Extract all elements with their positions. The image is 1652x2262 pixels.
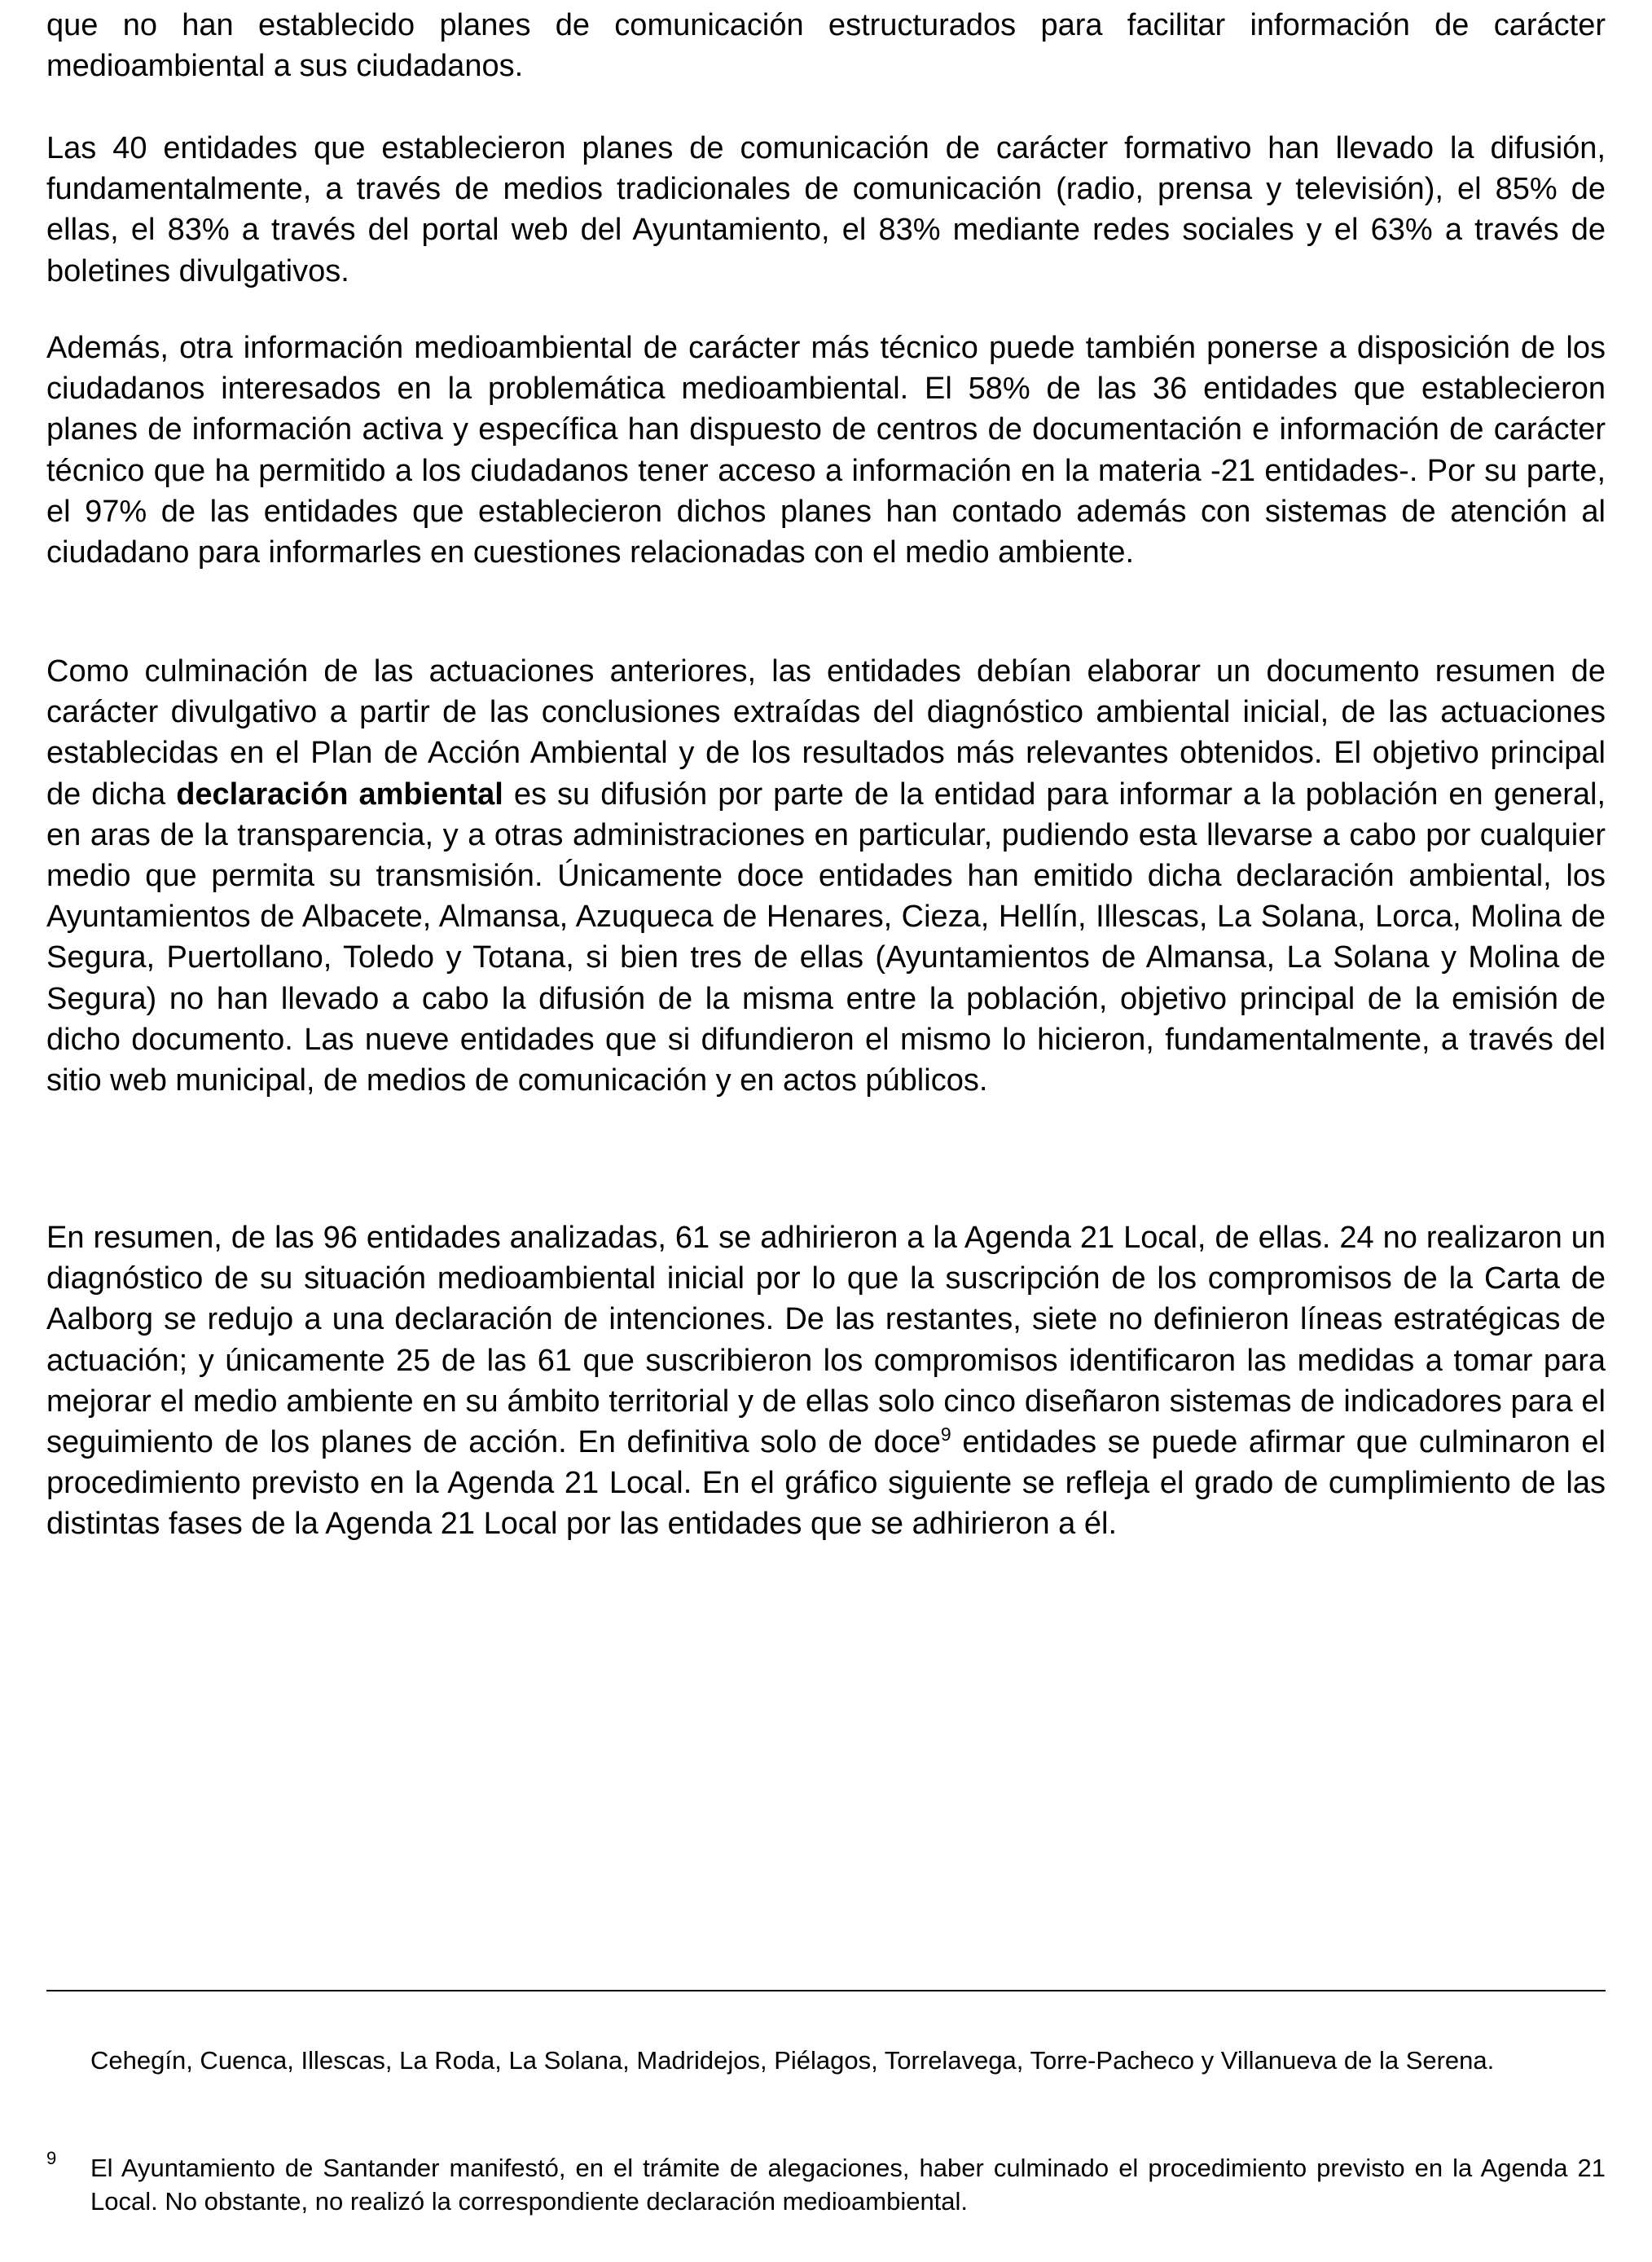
- paragraph-text-after: entidades se puede afirmar que culminaron el procedimiento previsto en la Agenda 21 Local. En el gráfico siguiente se refleja el grado de cumplimiento de las distintas fases de la Agenda 21 Local por las entidades que se adhirieron a él.: [46, 1425, 1606, 1542]
- paragraph-text-before: Como culminación de las actuaciones anteriores, las entidades debían elaborar un documento resumen de carácter divulgativo a partir de las conclusiones extraídas del diagnóstico ambiental inicial, de las actuaciones establecidas en el Plan de Acción Ambiental y de los resultados más relevantes obtenidos. El objetivo principal de dicha: [46, 654, 1606, 812]
- paragraph-text-before: En resumen, de las 96 entidades analizadas, 61 se adhirieron a la Agenda 21 Local, de ellas. 24 no realizaron un diagnóstico de su situación medioambiental inicial por lo que la suscripción de los compromisos de la Carta de Aalborg se redujo a una declaración de intenciones. De las restantes, siete no definieron líneas estratégicas de actuación; y únicamente 25 de las 61 que suscribieron los compromisos identificaron las medidas a tomar para mejorar el medio ambiente en su ámbito territorial y de ellas solo cinco diseñaron sistemas de indicadores para el seguimiento de los planes de acción. En definitiva solo de doce: [46, 1221, 1606, 1460]
- paragraph-summary: [46, 1217, 1606, 1545]
- paragraph-environmental-declaration: [46, 651, 1606, 1101]
- footnote-continued: Cehegín, Cuenca, Illescas, La Roda, La Solana, Madridejos, Piélagos, Torrelavega, Torre-Pacheco y Villanueva de la Serena.: [90, 2046, 1495, 2075]
- footnote-number-9: 9: [46, 2148, 57, 2168]
- paragraph-intro-continuation: que no han establecido planes de comunicación estructurados para facilitar información de carácter medioambiental a sus ciudadanos.: [46, 8, 1606, 84]
- paragraph-text-after: es su difusión por parte de la entidad para informar a la población en general, en aras de la transparencia, y a otras administraciones en particular, pudiendo esta llevarse a cabo por cualquier medio que permita su transmisión. Únicamente doce entidades han emitido dicha declaración ambiental, los Ayuntamientos de Albacete, Almansa, Azuqueca de Henares, Cieza, Hellín, Illescas, La Solana, Lorca, Molina de Segura, Puertollano, Toledo y Totana, si bien tres de ellas (Ayuntamientos de Almansa, La Solana y Molina de Segura) no han llevado a cabo la difusión de la misma entre la población, objetivo principal de la emisión de dicho documento. Las nueve entidades que si difundieron el mismo lo hicieron, fundamentalmente, a través del sitio web municipal, de medios de comunicación y en actos públicos.: [46, 777, 1606, 1098]
- footnote-9: El Ayuntamiento de Santander manifestó, en el trámite de alegaciones, haber culminado el procedimiento previsto en la Agenda 21 Local. No obstante, no realizó la correspondiente declaración medioambiental.: [90, 2154, 1606, 2216]
- paragraph-technical-information: Además, otra información medioambiental de carácter más técnico puede también ponerse a disposición de los ciudadanos interesados en la problemática medioambiental. El 58% de las 36 entidades que establecieron planes de información activa y específica han dispuesto de centros de documentación e información de carácter técnico que ha permitido a los ciudadanos tener acceso a información en la materia -21 entidades-. Por su parte, el 97% de las entidades que establecieron dichos planes han contado además con sistemas de atención al ciudadano para informarles en cuestiones relacionadas con el medio ambiente.: [46, 331, 1606, 570]
- footnote-separator: [46, 1990, 1606, 1991]
- footnote-reference-9[interactable]: 9: [940, 1424, 951, 1446]
- paragraph-communication-plans: Las 40 entidades que establecieron planes de comunicación de carácter formativo han llevado la difusión, fundamentalmente, a través de medios tradicionales de comunicación (radio, prensa y televisión), el 85% de ellas, el 83% a través del portal web del Ayuntamiento, el 83% mediante redes sociales y el 63% a través de boletines divulgativos.: [46, 131, 1606, 288]
- bold-term-declaracion-ambiental: declaración ambiental: [176, 777, 503, 812]
